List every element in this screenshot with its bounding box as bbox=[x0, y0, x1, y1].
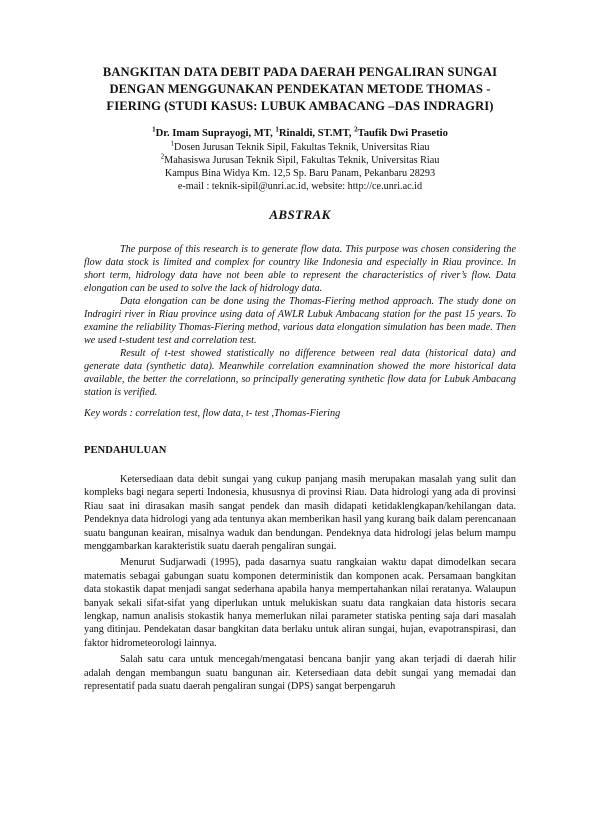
body-paragraph-2: Menurut Sudjarwadi (1995), pada dasarnya suatu rangkaian waktu dapat dimodelkan secara matematis sebagai gabungan suatu komponen deterministik dan komponen acak. Persamaan bangkitan data stokastik dapat menjadi sangat sederhana apabila hanya mempertahankan nilai reratanya. Walaupun banyak sekali sifat-sifat yang diperlukan untuk melukiskan suatu data rangkaian data historis secara lengkap, namun analisis stokastik hanya memerlukan nilai parameter statiska penting saja dari masalah yang ditinjau. Pendekatan dasar bangkitan data berlaku untuk aliran sungai, hujan, evapotranspirasi, dan faktor hidrometeorologi lainnya. bbox=[84, 557, 516, 649]
body-paragraph-3: Salah satu cara untuk mencegah/mengatasi bencana banjir yang akan terjadi di daerah hilir adalah dengan membangun suatu bangunan air. Ketersediaan data debit sungai yang memadai dan representatif pada suatu daerah pengaliran sungai (DPS) sangat berpengaruh bbox=[84, 654, 516, 693]
author-1-sup: 1 bbox=[152, 125, 156, 134]
affiliation-2 bbox=[84, 154, 516, 167]
author-1-name: Dr. Imam Suprayogi, MT, bbox=[155, 128, 276, 139]
author-2-name: Rinaldi, ST.MT, bbox=[278, 128, 355, 139]
paper-page bbox=[0, 64, 600, 840]
abstract-heading: ABSTRAK bbox=[269, 207, 331, 222]
affiliation-2-text: Mahasiswa Jurusan Teknik Sipil, Fakultas Teknik, Universitas Riau bbox=[164, 155, 440, 166]
abstract-paragraph-3: Result of t-test showed statistically no difference between real data (historical data) and generate data (synthetic data). Meanwhile correlation examnination showed the more historical data available, the better the correlationn, so principally generating synthetic flow data for Lubuk Ambacang station is verified. bbox=[84, 348, 516, 398]
author-3-name: Taufik Dwi Prasetio bbox=[357, 128, 448, 139]
introduction-body bbox=[84, 473, 516, 694]
abstract-paragraph-1: The purpose of this research is to generate flow data. This purpose was chosen considering the flow data stock is limited and complex for country like Indonesia and especially in Riau province. In short term, hidrology data have not been able to represent the characteristics of river’s flow. Data elongation can be used to solve the lack of hidrology data. bbox=[84, 244, 516, 294]
contact-line: e-mail : teknik-sipil@unri.ac.id, website: http://ce.unri.ac.id bbox=[177, 181, 423, 192]
address: Kampus Bina Widya Km. 12,5 Sp. Baru Panam, Pekanbaru 28293 bbox=[164, 168, 436, 179]
author-line bbox=[84, 127, 516, 141]
affiliation-2-sup: 2 bbox=[160, 152, 165, 161]
body-paragraph-1: Ketersediaan data debit sungai yang cukup panjang masih merupakan masalah yang sulit dan kompleks bagi negara seperti Indonesia, khususnya di provinsi Riau. Data hidrologi yang ada di provinsi Riau saat ini dirasakan masih sangat pendek dan masih didapati ketidaklengkapan/kehilangan data. Pendeknya data hidrologi yang ada tentunya akan memberikan hasil yang kurang baik dalam perencanaan suatu bangunan keairan, misalnya waduk dan bendungan. Pendeknya data hidrologi jelas belum mampu menggambarkan karakteristik suatu daerah pengaliran sungai. bbox=[84, 474, 516, 553]
author-3-sup: 2 bbox=[354, 125, 358, 134]
affiliation-1-text: Dosen Jurusan Teknik Sipil, Fakultas Teknik, Universitas Riau bbox=[174, 142, 430, 153]
affiliation-1-sup: 1 bbox=[170, 139, 175, 148]
affiliation-1 bbox=[84, 141, 516, 154]
abstract-paragraph-2: Data elongation can be done using the Thomas-Fiering method approach. The study done on Indragiri river in Riau province using data of AWLR Lubuk Ambacang station for the past 15 years. To examine the reliability Thomas-Fiering method, various data elongation simulation has been made. Then we used t-student test and correlation test. bbox=[84, 296, 516, 346]
section-heading-introduction: PENDAHULUAN bbox=[84, 445, 167, 456]
paper-title: BANGKITAN DATA DEBIT PADA DAERAH PENGALIRAN SUNGAI DENGAN MENGGUNAKAN PENDEKATAN METODE THOMAS - FIERING (STUDI KASUS: LUBUK AMBACANG –DAS INDRAGRI) bbox=[102, 65, 498, 113]
author-2-sup: 1 bbox=[275, 125, 279, 134]
abstract-body bbox=[84, 243, 516, 399]
keywords: Key words : correlation test, flow data, t- test ,Thomas-Fiering bbox=[84, 408, 341, 419]
